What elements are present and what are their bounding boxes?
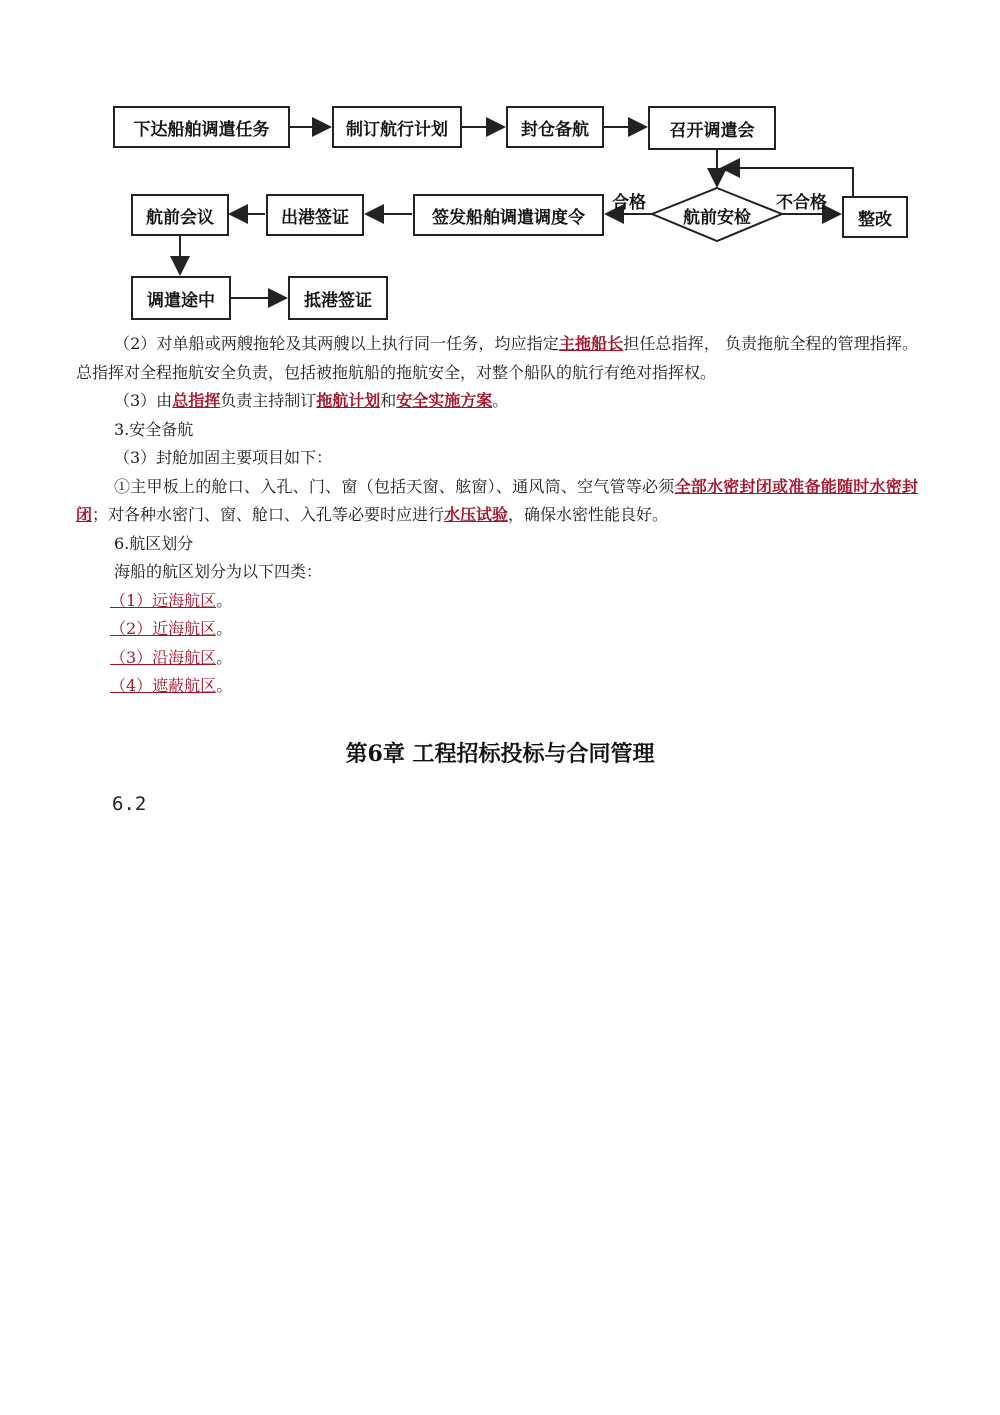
text-segment: 。: [216, 590, 233, 610]
node-pre-voyage-meeting: 航前会议: [131, 194, 229, 236]
zone-item-1: [76, 587, 918, 616]
highlight-watertight: 全部水密封闭或准备能随时水密封闭: [76, 476, 918, 524]
text-segment: 。: [216, 676, 233, 695]
zone-label: （2）近海航区: [110, 619, 217, 638]
zone-item-2: [76, 615, 918, 644]
highlight-safety-plan: 安全实施方案: [396, 391, 493, 410]
highlight-pressure-test: 水压试验: [444, 505, 509, 524]
text-segment: 。: [216, 647, 233, 667]
section-number: 6.2: [112, 793, 147, 815]
text-segment: 担任总指挥， 负责拖航全程的管理指挥。总指挥对全程拖航安全负责，包括被拖航船的拖航安全，对整个船队的航行有绝对指挥权。: [76, 334, 918, 382]
text-segment: （2）对单船或两艘拖轮及其两艘以上执行同一任务，均应指定: [114, 334, 559, 353]
item-1: [76, 473, 918, 530]
text-segment: 负责主持制订: [220, 391, 317, 410]
text-segment: ；对各种水密门、窗、舱口、入孔等必要时应进行: [92, 505, 445, 524]
zone-item-4: [76, 672, 918, 701]
zones-intro: 海船的航区划分为以下四类：: [114, 562, 323, 581]
node-rework: 整改: [842, 196, 908, 238]
body-text: [76, 330, 918, 701]
node-seal-hatch: 封仓备航: [506, 106, 604, 148]
text-segment: 。: [492, 391, 509, 410]
node-dispatch-task: 下达船舶调遣任务: [113, 106, 290, 148]
node-departure-visa: 出港签证: [266, 194, 364, 236]
text-segment: 。: [216, 619, 233, 638]
text-segment: ①主甲板上的舱口、入孔、门、窗（包括天窗、舷窗）、通风筒、空气管等必须: [114, 476, 675, 496]
paragraph-2: [76, 330, 918, 387]
label-fail: 不合格: [776, 193, 827, 213]
subsection-heading: （3）封舱加固主要项目如下：: [114, 448, 333, 467]
zone-label: （1）远海航区: [110, 590, 217, 610]
chapter-title: 第6章 工程招标投标与合同管理: [345, 741, 655, 767]
node-arrival-visa: 抵港签证: [288, 276, 388, 320]
text-segment: （3）由: [114, 391, 173, 410]
zone-item-3: [76, 644, 918, 673]
node-pre-voyage-inspection: 航前安检: [683, 208, 751, 228]
label-pass: 合格: [612, 193, 646, 213]
node-dispatch-order: 签发船舶调遣调度令: [413, 194, 604, 236]
highlight-towing-plan: 拖航计划: [316, 391, 381, 410]
section-6-heading: 6.航区划分: [114, 533, 194, 553]
paragraph-3: [76, 387, 918, 416]
text-segment: ，确保水密性能良好。: [508, 505, 669, 524]
node-voyage-plan: 制订航行计划: [332, 106, 462, 148]
text-segment: 和: [380, 391, 397, 410]
node-en-route: 调遣途中: [131, 276, 231, 320]
section-3-heading: 3.安全备航: [114, 419, 194, 439]
zone-label: （3）沿海航区: [110, 647, 217, 667]
highlight-commander: 总指挥: [172, 391, 221, 410]
highlight-main-tug-captain: 主拖船长: [558, 334, 624, 353]
ship-dispatch-flowchart: [0, 0, 1000, 330]
node-dispatch-meeting: 召开调遣会: [648, 106, 776, 150]
zone-label: （4）遮蔽航区: [110, 676, 217, 695]
